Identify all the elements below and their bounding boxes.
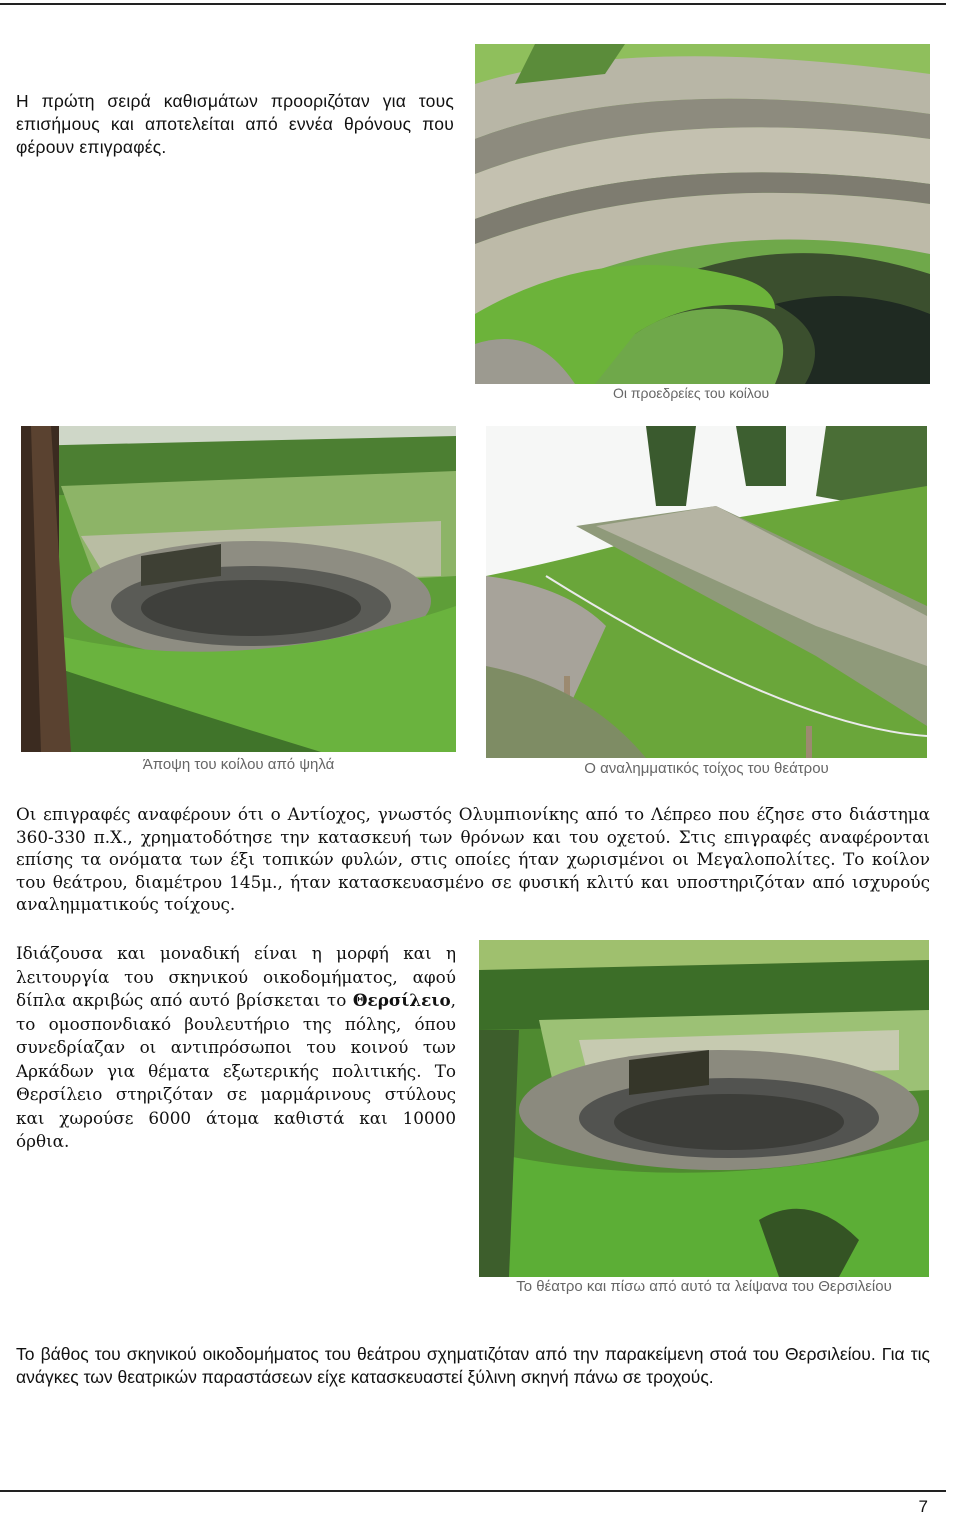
caption-proedries: Οι προεδρείες του κοίλου — [613, 385, 770, 401]
intro-paragraph: Η πρώτη σειρά καθισμάτων προοριζόταν για τους επισήμους και αποτελείται από εννέα θρόνους που φέρουν επιγραφές. — [16, 91, 454, 157]
thersileio-paragraph — [16, 942, 456, 1154]
bottom-rule — [0, 1490, 946, 1492]
inscriptions-paragraph: Οι επιγραφές αναφέρουν ότι ο Αντίοχος, γνωστός Ολυμπιονίκης από το Λέπρεο που έζησε στο διάστημα 360-330 π.Χ., χρηματοδότησε την κατασκευή των θρόνων και του οχετού. Στις επιγραφές αναφέρονται επίσης τα ονόματα των έξι τοπικών φυλών, στις οποίες ήταν χωρισμένοι οι Μεγαλοπολίτες. Το κοίλον του θεάτρου, διαμέτρου 145μ., ήταν κατασκευασμένο σε φυσική κλιτύ και υποστηριζόταν από ισχυρούς αναλημματικούς τοίχους. — [16, 804, 930, 914]
stage-paragraph: Το βάθος του σκηνικού οικοδομήματος του θεάτρου σχηματιζόταν από την παρακείμενη στοά του Θερσιλείου. Για τις ανάγκες των θεατρικών παραστάσεων είχε κατασκευαστεί ξύλινη σκηνή πάνω σε τροχούς. — [16, 1344, 930, 1387]
caption-koilo-view: Άποψη του κοίλου από ψηλά — [142, 756, 335, 773]
thersileio-text-before: Ιδιάζουσα και μοναδική είναι η μορφή και η λειτουργία του σκηνικού οικοδομήματος, αφού δίπλα ακριβώς από αυτό βρίσκεται το — [16, 943, 456, 1010]
photo-proedries — [475, 44, 930, 384]
caption-theatre-thersileio: Το θέατρο και πίσω από αυτό τα λείψανα του Θερσιλείου — [516, 1278, 892, 1295]
thersileio-text-after: , το ομοσπονδιακό βουλευτήριο της πόλης, όπου συνεδρίαζαν οι αντιπρόσωποι του κοινού των Αρκάδων για θέματα εξωτερικής πολιτικής. Το Θερσίλειο στηριζόταν σε μαρμάρινους στύλους και χωρούσε 6000 άτομα καθιστά και 10000 όρθια. — [16, 990, 456, 1151]
thersileio-bold: Θερσίλειο — [352, 990, 451, 1010]
photo-wall — [486, 426, 927, 758]
top-rule — [0, 3, 946, 5]
photo-theatre-thersileio — [479, 940, 929, 1277]
photo-koilo-view — [21, 426, 456, 752]
caption-wall: Ο αναλημματικός τοίχος του θεάτρου — [584, 760, 829, 777]
page-number: 7 — [918, 1497, 928, 1516]
